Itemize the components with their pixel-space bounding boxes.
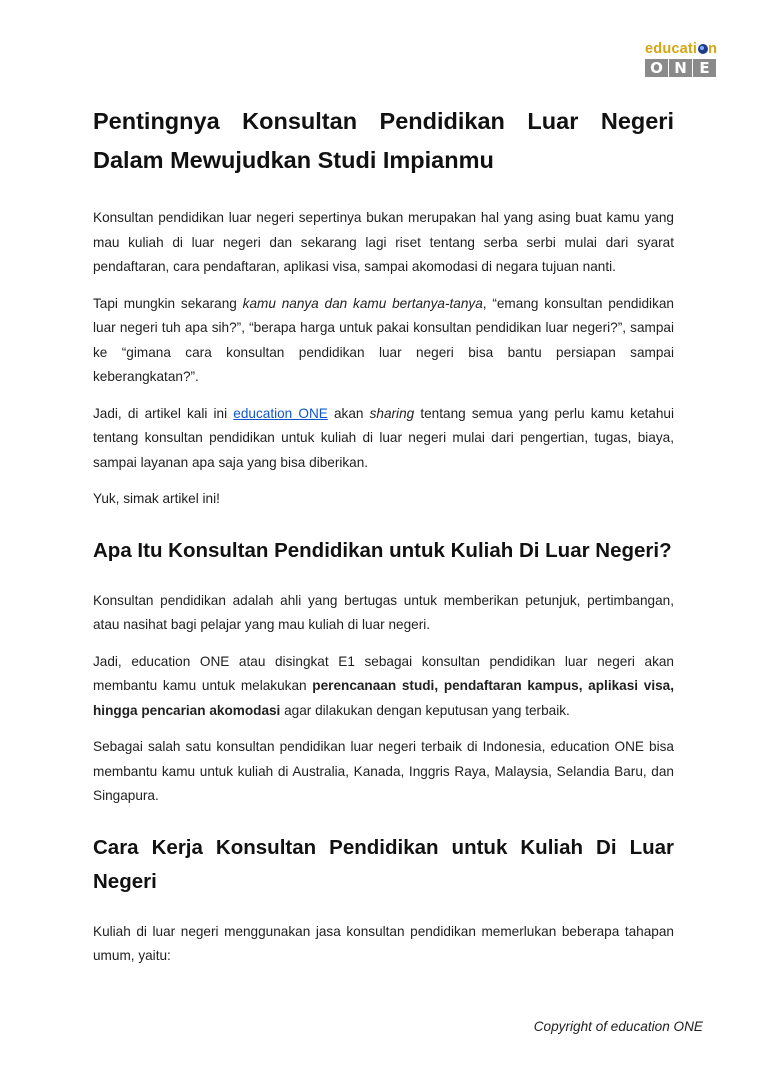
education-one-logo [645,42,719,77]
section1-paragraph-2: Jadi, education ONE atau disingkat E1 sebagai konsultan pendidikan luar negeri akan membantu kamu untuk melakukan perencanaan studi, pendaftaran kampus, aplikasi visa, hingga pencarian akomodasi agar dilakukan dengan keputusan yang terbaik. [93,653,674,718]
logo-text-end: n [708,41,718,57]
section-heading-apa-itu: Apa Itu Konsultan Pendidikan untuk Kuliah Di Luar Negeri? [93,538,672,562]
logo-letter-n: N [669,59,692,77]
logo-letter-o: O [645,59,668,77]
section1-paragraph-3: Sebagai salah satu konsultan pendidikan luar negeri terbaik di Indonesia, education ONE bisa membantu kamu untuk kuliah di Australia, Kanada, Inggris Raya, Malaysia, Selandia Baru, dan Singapura. [93,739,674,803]
education-one-link[interactable]: education ONE [233,405,328,421]
section-heading-cara-kerja: Cara Kerja Konsultan Pendidikan untuk Kuliah Di Luar Negeri [93,835,674,893]
article-body [93,102,674,981]
intro-paragraph-4: Yuk, simak artikel ini! [93,491,220,506]
logo-letter-e: E [693,59,716,77]
copyright-footer: Copyright of education ONE [533,1019,703,1034]
section2-paragraph-1: Kuliah di luar negeri menggunakan jasa konsultan pendidikan memerlukan beberapa tahapan umum, yaitu: [93,923,674,963]
sharing-emphasis: sharing [369,405,415,421]
section1-paragraph-1: Konsultan pendidikan adalah ahli yang bertugas untuk memberikan petunjuk, pertimbangan, atau nasihat bagi pelajar yang mau kuliah di luar negeri. [93,592,674,632]
globe-icon [698,44,708,54]
intro-paragraph-2: Tapi mungkin sekarang kamu nanya dan kamu bertanya-tanya, “emang konsultan pendidikan luar negeri tuh apa sih?”, “berapa harga untuk pakai konsultan pendidikan luar negeri?”, sampai ke “gimana cara konsultan pendidikan luar negeri bisa bantu persiapan sampai keberangkatan?”. [93,295,674,384]
intro-paragraph-1: Konsultan pendidikan luar negeri sepertinya bukan merupakan hal yang asing buat kamu yang mau kuliah di luar negeri dan sekarang lagi riset tentang serba serbi mulai dari syarat pendaftaran, cara pendaftaran, aplikasi visa, sampai akomodasi di negara tujuan nanti. [93,210,674,274]
logo-text-start: educati [645,41,698,57]
services-bold-text: perencanaan studi, pendaftaran kampus, aplikasi visa, hingga pencarian akomodasi [93,678,674,718]
intro-emphasis: kamu nanya dan kamu bertanya-tanya [242,295,483,311]
logo-one-blocks [645,59,719,77]
intro-paragraph-3: Jadi, di artikel kali ini education ONE akan sharing tentang semua yang perlu kamu ketahui tentang konsultan pendidikan untuk kuliah di luar negeri mulai dari pengertian, tugas, biaya, sampai layanan apa saja yang bisa diberikan. [93,405,674,470]
logo-wordmark [645,42,719,57]
page-title: Pentingnya Konsultan Pendidikan Luar Negeri Dalam Mewujudkan Studi Impianmu [93,108,674,173]
